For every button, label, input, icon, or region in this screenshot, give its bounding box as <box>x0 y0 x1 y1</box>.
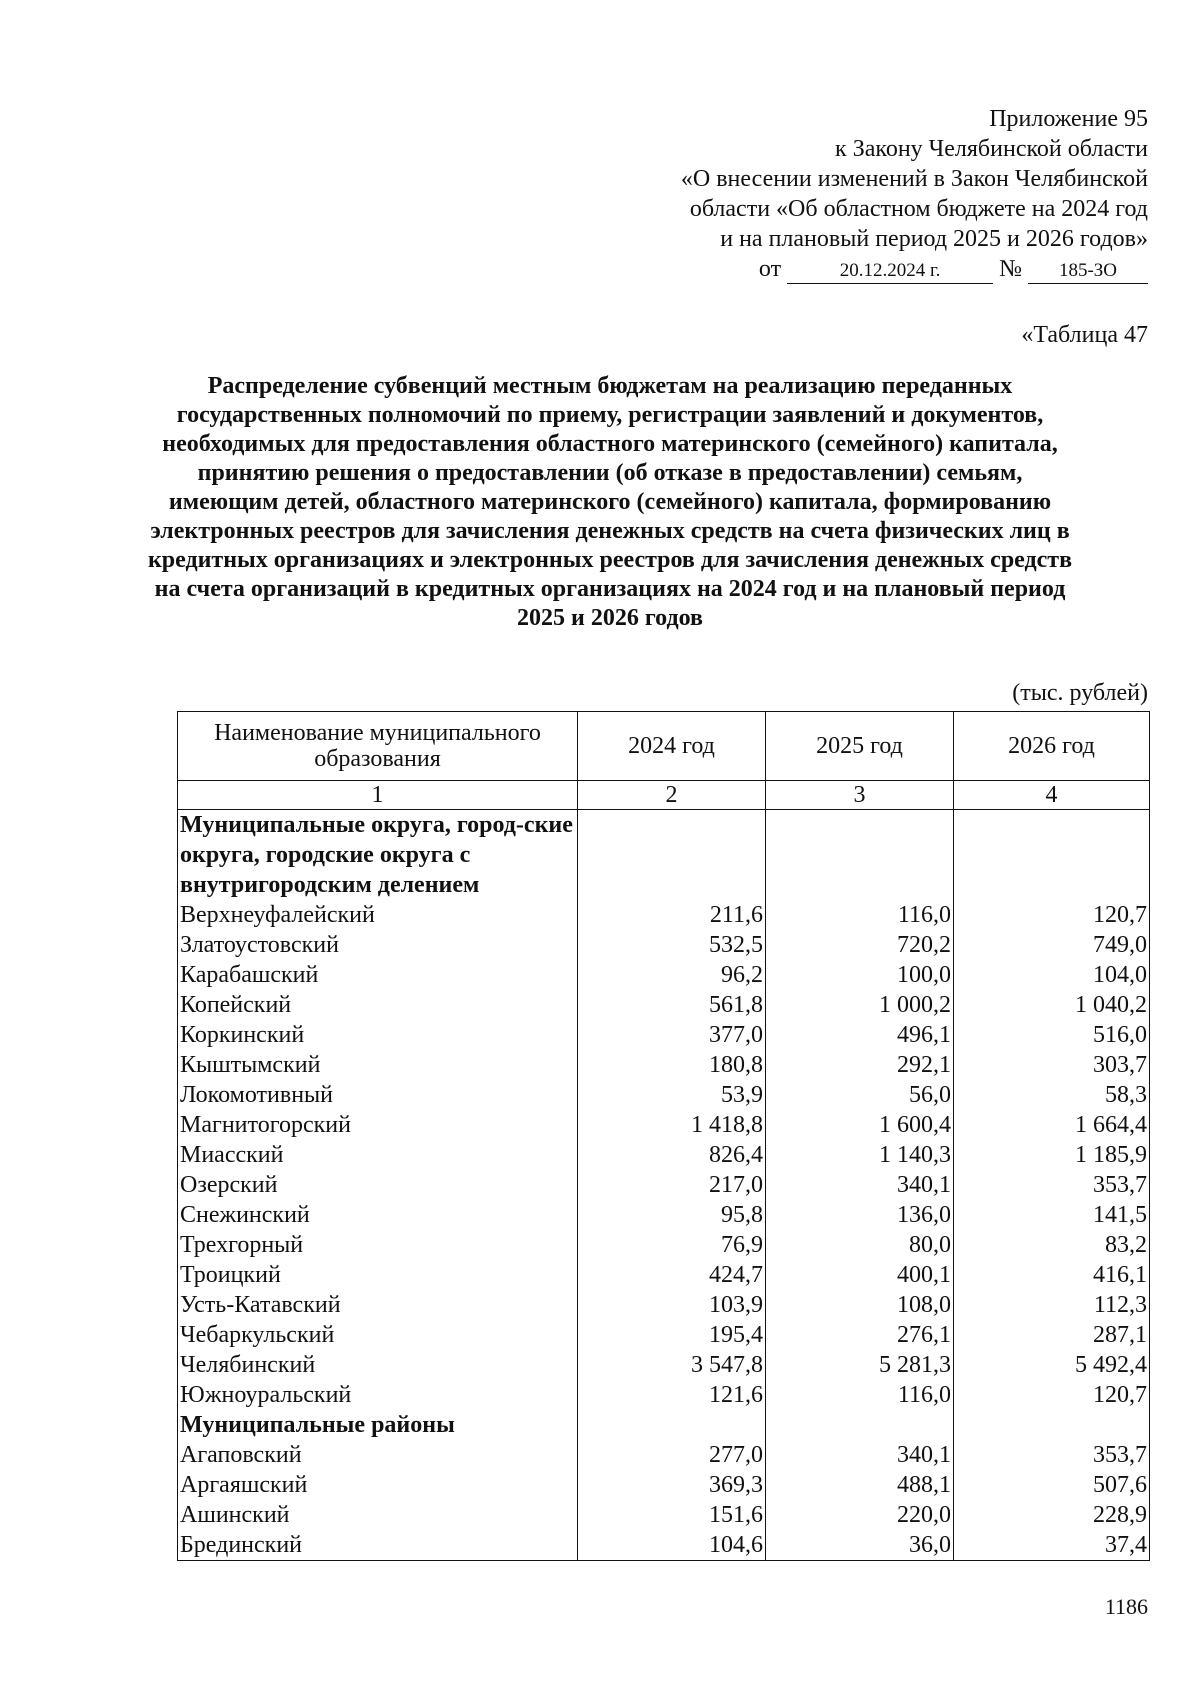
table-row <box>178 930 1150 960</box>
value-2026-cell: 287,1 <box>954 1320 1150 1350</box>
value-2026-cell: 104,0 <box>954 960 1150 990</box>
municipality-name-cell: Миасский <box>178 1140 578 1170</box>
value-2024-cell: 180,8 <box>578 1050 766 1080</box>
subvention-table <box>177 711 1150 1561</box>
header-municipality: Наименование муниципального образования <box>178 712 578 781</box>
table-group-row <box>178 810 1150 901</box>
value-2026-cell: 83,2 <box>954 1230 1150 1260</box>
page-number: 1186 <box>1104 1594 1148 1619</box>
value-2026-cell: 1 040,2 <box>954 990 1150 1020</box>
value-2026-cell: 416,1 <box>954 1260 1150 1290</box>
municipality-name-cell: Трехгорный <box>178 1230 578 1260</box>
value-2024-cell: 96,2 <box>578 960 766 990</box>
value-2025-cell: 340,1 <box>766 1170 954 1200</box>
value-2024-cell: 277,0 <box>578 1440 766 1470</box>
value-2024-cell: 151,6 <box>578 1500 766 1530</box>
table-row <box>178 1080 1150 1110</box>
value-2026-cell: 353,7 <box>954 1170 1150 1200</box>
table-row <box>178 1020 1150 1050</box>
municipality-name-cell: Брединский <box>178 1530 578 1561</box>
value-2025-cell: 100,0 <box>766 960 954 990</box>
value-2024-cell: 369,3 <box>578 1470 766 1500</box>
appendix-line-1: Приложение 95 <box>989 106 1148 132</box>
table-row <box>178 1140 1150 1170</box>
table-group-row <box>178 1410 1150 1440</box>
number-prefix: № <box>999 256 1022 282</box>
date-value: 20.12.2024 г. <box>787 259 993 284</box>
value-2024-cell: 95,8 <box>578 1200 766 1230</box>
value-2024-cell: 211,6 <box>578 900 766 930</box>
appendix-line-2: к Закону Челябинской области <box>835 136 1148 162</box>
number-value: 185-ЗО <box>1028 259 1148 284</box>
column-number: 1 <box>178 781 578 810</box>
municipality-name-cell: Снежинский <box>178 1200 578 1230</box>
value-2026-cell: 749,0 <box>954 930 1150 960</box>
municipality-name-cell: Агаповский <box>178 1440 578 1470</box>
value-2026-cell: 58,3 <box>954 1080 1150 1110</box>
value-2026-cell: 228,9 <box>954 1500 1150 1530</box>
table-row <box>178 1440 1150 1470</box>
value-2024-cell: 217,0 <box>578 1170 766 1200</box>
municipality-name-cell: Чебаркульский <box>178 1320 578 1350</box>
municipality-name-cell: Карабашский <box>178 960 578 990</box>
value-2024-cell: 3 547,8 <box>578 1350 766 1380</box>
value-2026-cell: 1 185,9 <box>954 1140 1150 1170</box>
municipality-name-cell: Озерский <box>178 1170 578 1200</box>
value-2025-cell: 488,1 <box>766 1470 954 1500</box>
value-2026-cell: 141,5 <box>954 1200 1150 1230</box>
value-2024-cell <box>578 810 766 901</box>
municipality-name-cell: Усть-Катавский <box>178 1290 578 1320</box>
value-2025-cell: 56,0 <box>766 1080 954 1110</box>
table-header-row <box>178 712 1150 781</box>
table-row <box>178 990 1150 1020</box>
header-2026: 2026 год <box>954 712 1150 781</box>
value-2025-cell: 116,0 <box>766 900 954 930</box>
municipality-name-cell: Кыштымский <box>178 1050 578 1080</box>
value-2026-cell: 1 664,4 <box>954 1110 1150 1140</box>
table-row <box>178 1050 1150 1080</box>
value-2024-cell: 377,0 <box>578 1020 766 1050</box>
value-2026-cell: 5 492,4 <box>954 1350 1150 1380</box>
value-2026-cell <box>954 810 1150 901</box>
column-number-row <box>178 781 1150 810</box>
value-2025-cell: 400,1 <box>766 1260 954 1290</box>
municipality-name-cell: Верхнеуфалейский <box>178 900 578 930</box>
value-2026-cell <box>954 1410 1150 1440</box>
table-row <box>178 1170 1150 1200</box>
value-2024-cell: 53,9 <box>578 1080 766 1110</box>
column-number: 3 <box>766 781 954 810</box>
table-row <box>178 1470 1150 1500</box>
value-2024-cell: 104,6 <box>578 1530 766 1561</box>
value-2025-cell: 496,1 <box>766 1020 954 1050</box>
municipality-name-cell: Аргаяшский <box>178 1470 578 1500</box>
table-reference: «Таблица 47 <box>1021 322 1148 348</box>
value-2026-cell: 303,7 <box>954 1050 1150 1080</box>
value-2025-cell: 1 000,2 <box>766 990 954 1020</box>
table-row <box>178 960 1150 990</box>
value-2024-cell: 103,9 <box>578 1290 766 1320</box>
value-2025-cell: 1 140,3 <box>766 1140 954 1170</box>
value-2025-cell: 5 281,3 <box>766 1350 954 1380</box>
table-row <box>178 1110 1150 1140</box>
appendix-line-3: «О внесении изменений в Закон Челябинской <box>680 166 1148 192</box>
value-2025-cell: 36,0 <box>766 1530 954 1561</box>
value-2025-cell: 292,1 <box>766 1050 954 1080</box>
appendix-line-4: области «Об областном бюджете на 2024 год <box>689 196 1148 222</box>
table-row <box>178 1230 1150 1260</box>
value-2024-cell: 561,8 <box>578 990 766 1020</box>
municipality-name-cell: Муниципальные районы <box>178 1410 578 1440</box>
value-2026-cell: 120,7 <box>954 1380 1150 1410</box>
value-2026-cell: 507,6 <box>954 1470 1150 1500</box>
value-2025-cell <box>766 810 954 901</box>
value-2025-cell: 136,0 <box>766 1200 954 1230</box>
value-2025-cell: 116,0 <box>766 1380 954 1410</box>
appendix-date-line <box>681 254 1148 284</box>
municipality-name-cell: Ашинский <box>178 1500 578 1530</box>
unit-label: (тыс. рублей) <box>1012 680 1148 706</box>
municipality-name-cell: Магнитогорский <box>178 1110 578 1140</box>
value-2026-cell: 112,3 <box>954 1290 1150 1320</box>
value-2026-cell: 353,7 <box>954 1440 1150 1470</box>
municipality-name-cell: Челябинский <box>178 1350 578 1380</box>
table-row <box>178 900 1150 930</box>
value-2024-cell: 76,9 <box>578 1230 766 1260</box>
municipality-name-cell: Муниципальные округа, город-ские округа, городские округа с внутригородским делением <box>178 810 578 901</box>
table-row <box>178 1500 1150 1530</box>
value-2024-cell <box>578 1410 766 1440</box>
municipality-name-cell: Коркинский <box>178 1020 578 1050</box>
table-row <box>178 1530 1150 1561</box>
value-2025-cell: 1 600,4 <box>766 1110 954 1140</box>
header-2025: 2025 год <box>766 712 954 781</box>
table-row <box>178 1200 1150 1230</box>
municipality-name-cell: Златоустовский <box>178 930 578 960</box>
table-body <box>178 810 1150 1561</box>
municipality-name-cell: Южноуральский <box>178 1380 578 1410</box>
date-prefix: от <box>758 256 782 282</box>
header-2024: 2024 год <box>578 712 766 781</box>
value-2025-cell: 220,0 <box>766 1500 954 1530</box>
municipality-name-cell: Копейский <box>178 990 578 1020</box>
value-2024-cell: 121,6 <box>578 1380 766 1410</box>
table-row <box>178 1260 1150 1290</box>
table-row <box>178 1380 1150 1410</box>
value-2025-cell: 340,1 <box>766 1440 954 1470</box>
appendix-header <box>681 104 1148 284</box>
value-2024-cell: 1 418,8 <box>578 1110 766 1140</box>
value-2025-cell: 80,0 <box>766 1230 954 1260</box>
document-title: Распределение субвенций местным бюджетам на реализацию переданных государственных полномочий по приему, регистрации заявлений и документов, необходимых для предоставления областного материнского (семейного) капитала, принятию решения о предоставлении (об отказе в предоставлении) семьям, имеющим детей, областного материнского (семейного) капитала, формированию электронных реестров для зачисления денежных средств на счета физических лиц в кредитных организациях и электронных реестров для зачисления денежных средств на счета организаций в кредитных организациях на 2024 год и на плановый период 2025 и 2026 годов <box>147 373 1073 631</box>
value-2025-cell: 108,0 <box>766 1290 954 1320</box>
municipality-name-cell: Троицкий <box>178 1260 578 1290</box>
value-2024-cell: 195,4 <box>578 1320 766 1350</box>
table-row <box>178 1320 1150 1350</box>
value-2025-cell: 720,2 <box>766 930 954 960</box>
column-number: 4 <box>954 781 1150 810</box>
value-2026-cell: 516,0 <box>954 1020 1150 1050</box>
column-number: 2 <box>578 781 766 810</box>
value-2024-cell: 424,7 <box>578 1260 766 1290</box>
table-row <box>178 1350 1150 1380</box>
appendix-line-5: и на плановый период 2025 и 2026 годов» <box>720 226 1148 252</box>
value-2026-cell: 120,7 <box>954 900 1150 930</box>
municipality-name-cell: Локомотивный <box>178 1080 578 1110</box>
value-2024-cell: 826,4 <box>578 1140 766 1170</box>
value-2025-cell: 276,1 <box>766 1320 954 1350</box>
value-2025-cell <box>766 1410 954 1440</box>
value-2024-cell: 532,5 <box>578 930 766 960</box>
table-row <box>178 1290 1150 1320</box>
value-2026-cell: 37,4 <box>954 1530 1150 1561</box>
